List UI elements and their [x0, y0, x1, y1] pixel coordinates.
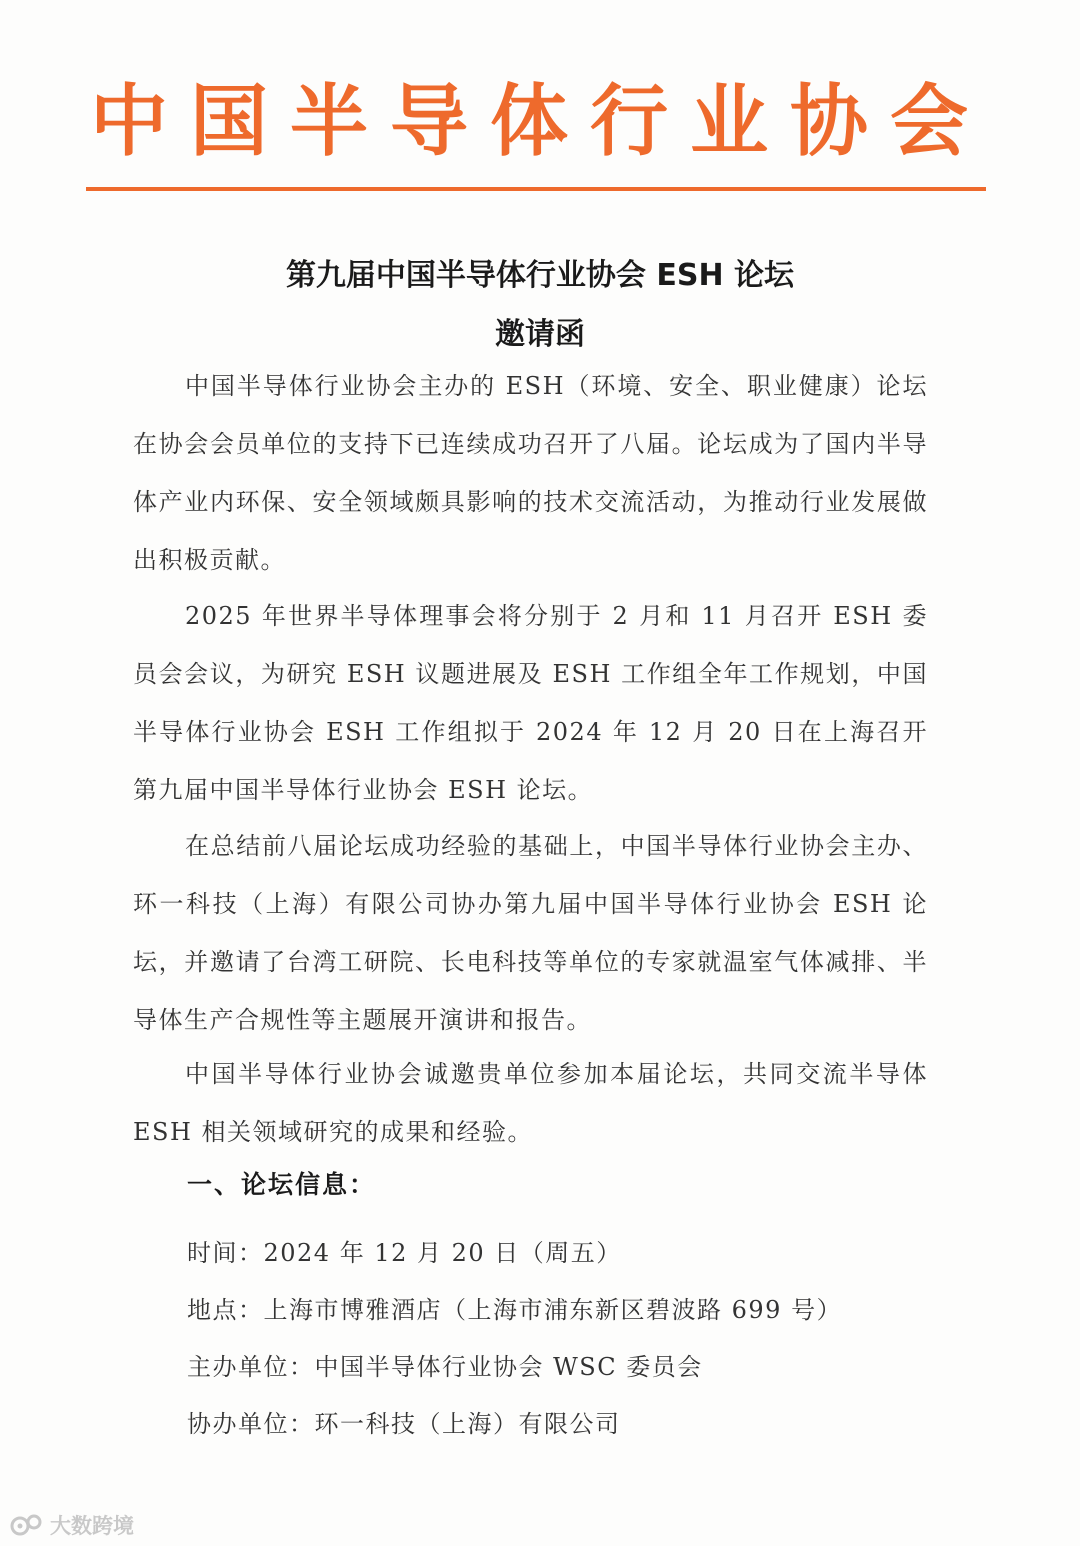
paragraph-program: 在总结前八届论坛成功经验的基础上，中国半导体行业协会主办、环一科技（上海）有限公司协办第九届中国半导体行业协会 ESH 论坛，并邀请了台湾工研院、长电科技等单位的专家就温室气体减排、半导体生产合规性等主题展开演讲和报告。: [133, 832, 928, 1034]
document-title: 第九届中国半导体行业协会 ESH 论坛: [285, 258, 795, 293]
paragraph-schedule: 2025 年世界半导体理事会将分别于 2 月和 11 月召开 ESH 委员会会议，为研究 ESH 议题进展及 ESH 工作组全年工作规划，中国半导体行业协会 ESH 工作组拟于 2024 年 12 月 20 日在上海召开第九届中国半导体行业协会 ESH 论坛。: [133, 602, 928, 804]
letterhead-divider: [86, 187, 986, 191]
watermark-text: 大数跨境: [50, 1514, 134, 1538]
paragraph-1-block: [133, 357, 928, 589]
watermark: [10, 1510, 134, 1540]
info-co-organizer: 协办单位：环一科技（上海）有限公司: [187, 1410, 621, 1438]
info-time: 时间：2024 年 12 月 20 日（周五）: [187, 1239, 622, 1267]
paragraph-intro: 中国半导体行业协会主办的 ESH（环境、安全、职业健康）论坛在协会会员单位的支持下已连续成功召开了八届。论坛成为了国内半导体产业内环保、安全领域颇具影响的技术交流活动，为推动行业发展做出积极贡献。: [133, 372, 928, 574]
letterhead-title: 中国半导体行业协会: [89, 77, 990, 167]
paragraph-4-block: [133, 1045, 928, 1161]
paragraph-2-block: [133, 587, 928, 819]
brand-logo-icon: [10, 1513, 44, 1537]
info-organizer: 主办单位：中国半导体行业协会 WSC 委员会: [187, 1353, 703, 1381]
paragraph-3-block: [133, 817, 928, 1049]
document-subtitle: 邀请函: [495, 317, 585, 352]
info-location: 地点：上海市博雅酒店（上海市浦东新区碧波路 699 号）: [187, 1296, 843, 1324]
section-heading-forum-info: 一、论坛信息：: [187, 1170, 377, 1199]
paragraph-invitation: 中国半导体行业协会诚邀贵单位参加本届论坛，共同交流半导体 ESH 相关领域研究的成果和经验。: [133, 1060, 928, 1146]
